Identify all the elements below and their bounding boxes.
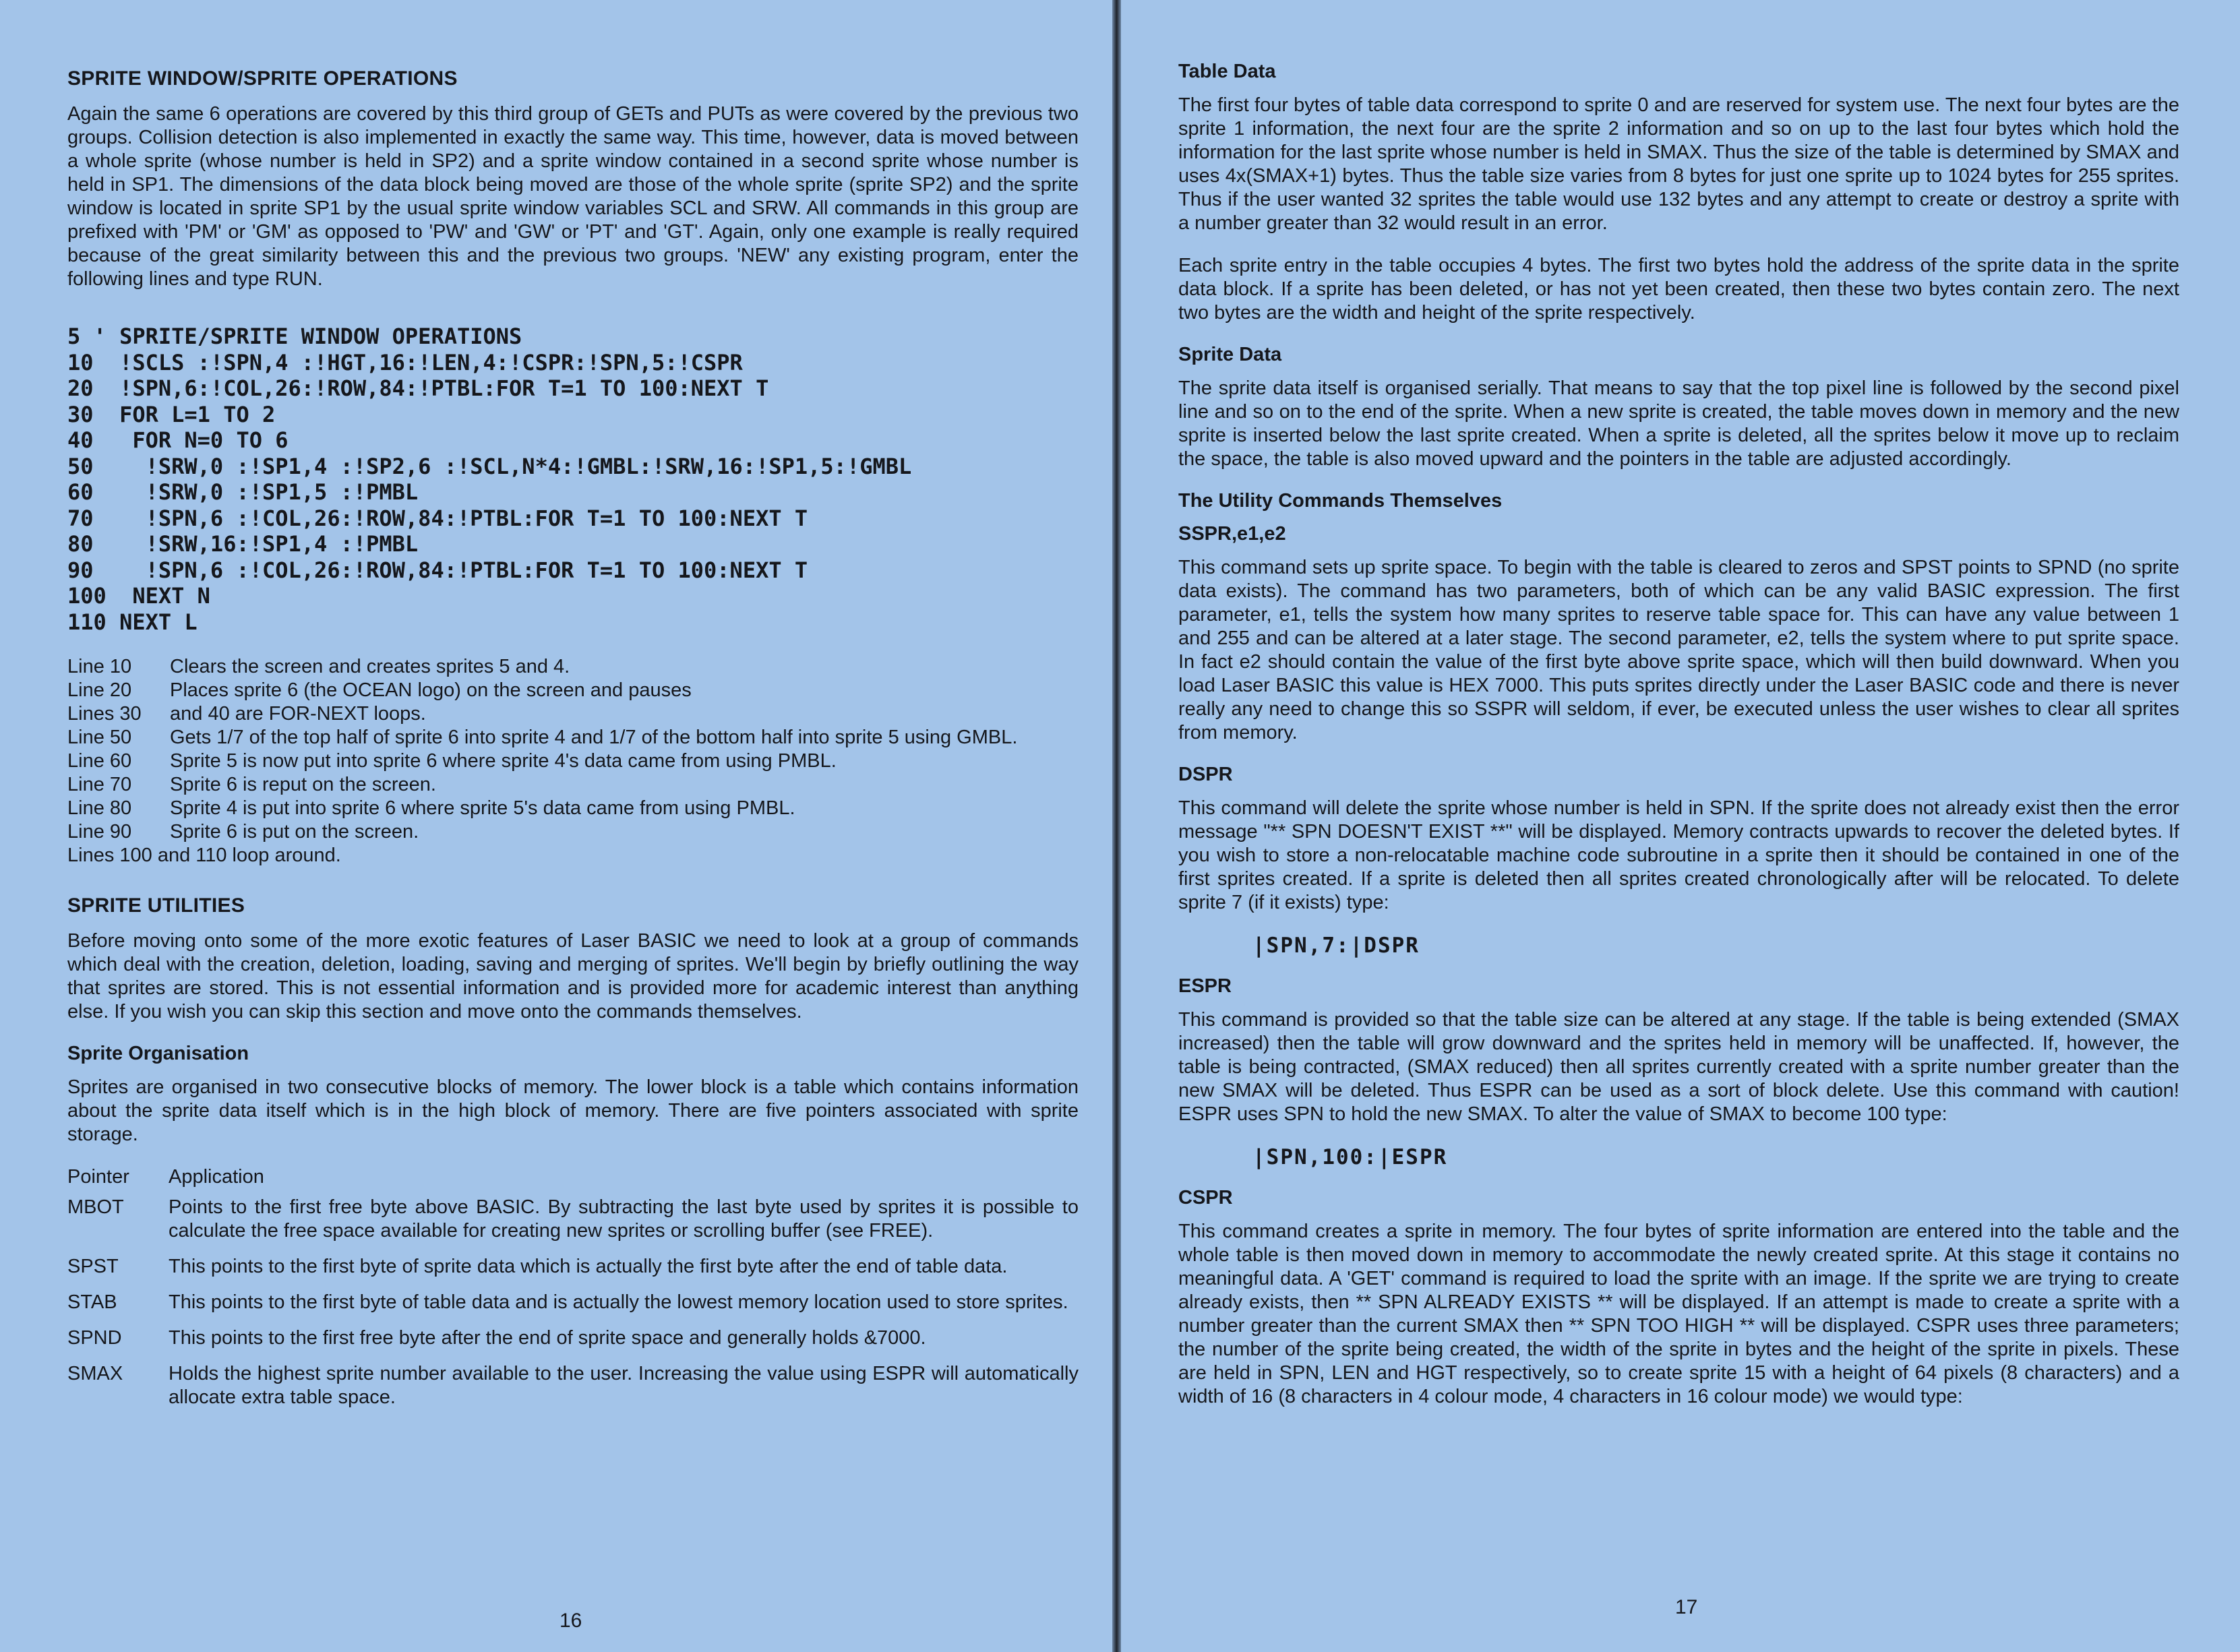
paragraph-espr: This command is provided so that the table size can be altered at any stage. If the table is being extended (SMAX increased) then the table will grow downward and the sprites held in memory will be unaffected. If, however, the table is being contracted, (SMAX reduced) then all sprites currently created with a sprite number greater than the new SMAX will be deleted. Thus ESPR can be used as a sort of block delete. Use this command with caution! ESPR uses SPN to hold the new SMAX. To alter the value of SMAX to become 100 type: — [1178, 1009, 2179, 1125]
pointer-name: SPST — [67, 1256, 119, 1277]
pointer-description: This points to the first free byte after the end of sprite space and generally holds &7000. — [169, 1327, 926, 1349]
paragraph-table-data: The first four bytes of table data correspond to sprite 0 and are reserved for system use. The next four bytes are the sprite 1 information, the next four are the sprite 2 information and so on up to the last four bytes which hold the information for the last sprite whose number is held in SMAX. Thus the size of the table is determined by SMAX and uses 4x(SMAX+1) bytes. Thus the table size varies from 8 bytes for just one sprite up to 1024 bytes for 255 sprites. Thus if the user wanted 32 sprites the table would use 132 bytes and any attempt to create or destroy a sprite with a number greater than 32 would result in an error. — [1178, 94, 2179, 234]
header-pointer: Pointer — [67, 1166, 129, 1188]
code-line: 30 FOR L=1 TO 2 — [67, 401, 276, 427]
subheading-table-data: Table Data — [1178, 61, 1276, 82]
note-text: Sprite 4 is put into sprite 6 where sprite 5's data came from using PMBL. — [170, 797, 795, 819]
table-row — [67, 1196, 1079, 1243]
subheading-sprite-organisation: Sprite Organisation — [67, 1043, 249, 1064]
pointer-description: Holds the highest sprite number available to the user. Increasing the value using ESPR will automatically allocate extra table space. — [169, 1363, 1079, 1408]
header-application: Application — [169, 1166, 264, 1188]
pointer-description: Points to the first free byte above BASIC. By subtracting the last byte used by sprites it is possible to calculate the free space available for creating new sprites or scrolling buffer (see FREE). — [169, 1196, 1079, 1242]
code-dspr-example: |SPN,7:|DSPR — [1252, 934, 1420, 958]
paragraph-dspr: This command will delete the sprite whose number is held in SPN. If the sprite does not already exist then the error message "** SPN DOESN'T EXIST **" will be displayed. Memory contracts upwards to recover the deleted bytes. If you wish to store a non-relocatable machine code subroutine in a sprite then it should be contained in one of the first sprites created. If a sprite is deleted then all sprites created chronologically after will be relocated. To delete sprite 7 (if it exists) type: — [1178, 797, 2179, 913]
command-dspr: DSPR — [1178, 764, 1233, 785]
note-label: Line 90 — [67, 821, 132, 843]
note-row — [67, 702, 1079, 726]
pointer-name: SPND — [67, 1327, 122, 1349]
note-text: Places sprite 6 (the OCEAN logo) on the screen and pauses — [170, 679, 692, 701]
note-label: Line 20 — [67, 679, 132, 701]
note-text: Sprite 6 is put on the screen. — [170, 821, 419, 843]
note-label: Line 70 — [67, 774, 132, 795]
note-row-last: Lines 100 and 110 loop around. — [67, 845, 341, 866]
note-row — [67, 679, 1079, 702]
pointer-table — [67, 1165, 1079, 1409]
note-label: Line 60 — [67, 750, 132, 772]
paragraph-sspr: This command sets up sprite space. To begin with the table is cleared to zeros and SPST points to SPND (no sprite data exists). The command has two parameters, both of which can be any valid BASIC expression. The first parameter, e1, tells the system how many sprites to reserve table space for. This can have any value between 1 and 255 and can be altered at a later stage. The second parameter, e2, tells the system where to put sprite space. In fact e2 should contain the value of the first byte above sprite space, which will then build downward. When you load Laser BASIC this value is HEX 7000. This puts sprites directly under the Laser BASIC code and there is never really any need to change this so SSPR will seldom, if ever, be executed unless the user wishes to clear all sprites from memory. — [1178, 557, 2179, 743]
table-row — [67, 1291, 1079, 1314]
note-row — [67, 655, 1079, 679]
subheading-sprite-data: Sprite Data — [1178, 344, 1282, 365]
paragraph-sprite-data: The sprite data itself is organised serially. That means to say that the top pixel line is followed by the second pixel line and so on to the end of the sprite. When a new sprite is created, the table moves down in memory and the new sprite is inserted below the last sprite created. When a sprite is deleted, all the sprites below it move up to reclaim the space, the table is also moved upward and the pointers in the table are adjusted accordingly. — [1178, 377, 2179, 470]
note-row — [67, 749, 1079, 773]
pointer-name: MBOT — [67, 1196, 124, 1218]
book-gutter — [1112, 0, 1121, 1652]
code-line: 80 !SRW,16:!SP1,4 :!PMBL — [67, 531, 419, 557]
pointer-name: STAB — [67, 1291, 117, 1313]
code-line: 90 !SPN,6 :!COL,26:!ROW,84:!PTBL:FOR T=1 TO 100:NEXT T — [67, 557, 808, 583]
note-row — [67, 773, 1079, 797]
command-sspr: SSPR,e1,e2 — [1178, 523, 1286, 545]
code-line: 100 NEXT N — [67, 583, 210, 609]
note-text: Gets 1/7 of the top half of sprite 6 into sprite 4 and 1/7 of the bottom half into sprite 5 using GMBL. — [170, 727, 1018, 748]
paragraph-intro: Again the same 6 operations are covered by this third group of GETs and PUTs as were covered by the previous two groups. Collision detection is also implemented in exactly the same way. This time, however, data is moved between a whole sprite (whose number is held in SP2) and a sprite window contained in a second sprite whose number is held in SP1. The dimensions of the data block being moved are those of the whole sprite (sprite SP2) and the sprite window is located in sprite SP1 by the usual sprite window variables SCL and SRW. All commands in this group are prefixed with 'PM' or 'GM' as opposed to 'PW' and 'GW' or 'PT' and 'GT'. Again, only one example is really required because of the great similarity between this and the previous two groups. 'NEW' any existing program, enter the following lines and type RUN. — [67, 103, 1079, 290]
pointer-description: This points to the first byte of sprite data which is actually the first byte after the end of table data. — [169, 1256, 1008, 1277]
table-row — [67, 1255, 1079, 1279]
table-row — [67, 1326, 1079, 1350]
subheading-utility-commands: The Utility Commands Themselves — [1178, 490, 1503, 512]
note-row — [67, 820, 1079, 844]
code-line: 20 !SPN,6:!COL,26:!ROW,84:!PTBL:FOR T=1 TO 100:NEXT T — [67, 375, 769, 401]
code-line: 5 ' SPRITE/SPRITE WINDOW OPERATIONS — [67, 324, 522, 349]
code-line: 70 !SPN,6 :!COL,26:!ROW,84:!PTBL:FOR T=1 TO 100:NEXT T — [67, 505, 808, 531]
paragraph-cspr: This command creates a sprite in memory. The four bytes of sprite information are entered into the table and the whole table is then moved down in memory to accommodate the newly created sprite. At this stage it contains no meaningful data. A 'GET' command is required to load the sprite with an image. If the sprite we are trying to create already exists, then ** SPN ALREADY EXISTS ** will be displayed. If an attempt is made to create a sprite with a number greater than the current SMAX then ** SPN TOO HIGH ** will be displayed. CSPR uses three parameters; the number of the sprite being created, the width of the sprite in bytes and the height of the sprite in pixels. These are held in SPN, LEN and HGT respectively, so to create sprite 15 with a height of 64 pixels (8 characters) and a width of 16 (8 characters in 4 colour mode, 4 characters in 16 colour mode) we would type: — [1178, 1221, 2179, 1407]
left-page — [0, 0, 1112, 1652]
note-text: and 40 are FOR-NEXT loops. — [170, 703, 426, 725]
code-line: 110 NEXT L — [67, 609, 198, 635]
note-text: Clears the screen and creates sprites 5 and 4. — [170, 656, 570, 677]
heading-sprite-window-operations: SPRITE WINDOW/SPRITE OPERATIONS — [67, 67, 458, 90]
command-cspr: CSPR — [1178, 1187, 1233, 1209]
note-label: Line 50 — [67, 727, 132, 748]
paragraph-sprite-entry: Each sprite entry in the table occupies 4 bytes. The first two bytes hold the address of the sprite data in the sprite data block. If a sprite has been deleted, or has not yet been created, then these two bytes contain zero. The next two bytes are the width and height of the sprite respectively. — [1178, 255, 2179, 324]
page-number-right: 17 — [1675, 1596, 1698, 1618]
page-number-left: 16 — [559, 1610, 582, 1632]
note-label: Line 10 — [67, 656, 132, 677]
line-notes — [67, 655, 1079, 867]
right-page — [1121, 0, 2240, 1652]
pointer-table-header — [67, 1165, 1079, 1189]
table-row — [67, 1362, 1079, 1409]
heading-sprite-utilities: SPRITE UTILITIES — [67, 894, 245, 917]
command-espr: ESPR — [1178, 975, 1232, 997]
code-line: 50 !SRW,0 :!SP1,4 :!SP2,6 :!SCL,N*4:!GMBL:!SRW,16:!SP1,5:!GMBL — [67, 453, 912, 479]
paragraph-sprite-organisation: Sprites are organised in two consecutive blocks of memory. The lower block is a table which contains information about the sprite data itself which is in the high block of memory. There are five pointers associated with sprite storage. — [67, 1076, 1079, 1145]
note-text: Sprite 5 is now put into sprite 6 where sprite 4's data came from using PMBL. — [170, 750, 837, 772]
note-text: Sprite 6 is reput on the screen. — [170, 774, 436, 795]
note-row — [67, 726, 1079, 749]
code-listing — [67, 324, 1079, 635]
paragraph-utilities-intro: Before moving onto some of the more exotic features of Laser BASIC we need to look at a group of commands which deal with the creation, deletion, loading, saving and merging of sprites. We'll begin by briefly outlining the way that sprites are stored. This is not essential information and is provided more for academic interest than anything else. If you wish you can skip this section and move onto the commands themselves. — [67, 930, 1079, 1022]
code-espr-example: |SPN,100:|ESPR — [1252, 1145, 1448, 1169]
left-column — [67, 67, 1079, 1409]
note-label: Lines 30 — [67, 703, 142, 725]
pointer-description: This points to the first byte of table data and is actually the lowest memory location used to store sprites. — [169, 1291, 1068, 1313]
pointer-name: SMAX — [67, 1363, 123, 1384]
code-line: 60 !SRW,0 :!SP1,5 :!PMBL — [67, 479, 419, 505]
code-line: 40 FOR N=0 TO 6 — [67, 427, 289, 453]
note-row — [67, 797, 1079, 820]
right-column — [1178, 61, 2179, 1409]
code-line: 10 !SCLS :!SPN,4 :!HGT,16:!LEN,4:!CSPR:!SPN,5:!CSPR — [67, 349, 743, 375]
note-label: Line 80 — [67, 797, 132, 819]
